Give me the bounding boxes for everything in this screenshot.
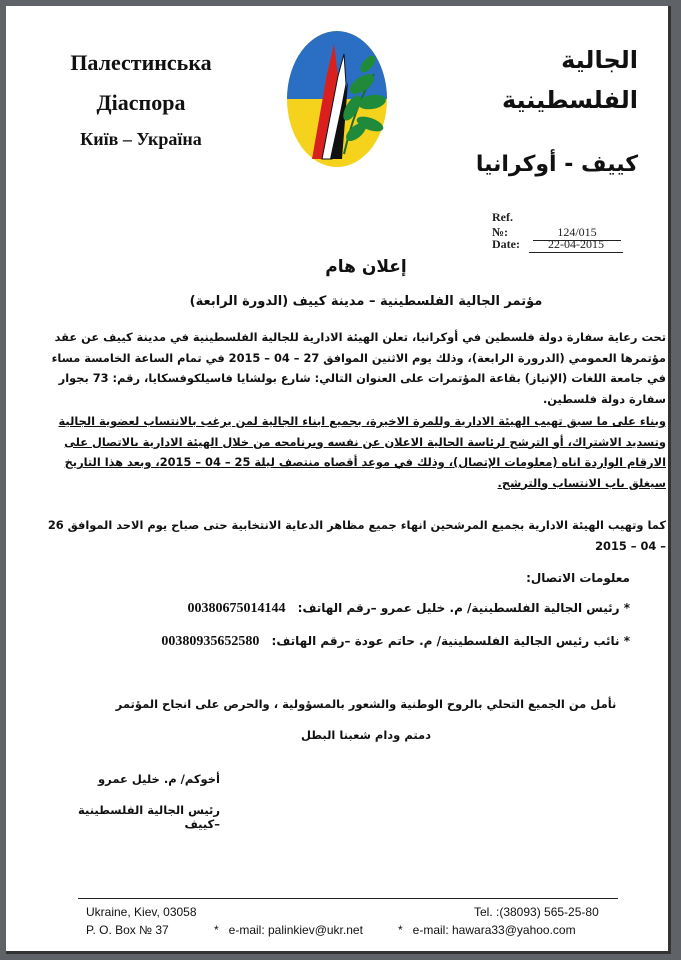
closing-salutation: دمتم ودام شعبنا البطل [300,728,432,742]
date-label: Date: [492,237,520,251]
footer-divider [78,898,618,899]
footer-email-primary [214,923,363,937]
contact-president [187,601,630,617]
paragraph-membership-nomination: وبناء على ما سبق تهيب الهيئة الادارية وللمرة الاخيرة، بجميع ابناء الجالية لمن يرغب بالانتساب لعضوية الجالية وتسديد الاشتراك، أو الترشح لرئاسة الجالية الاعلان عن نفسه وبرنامجه من خلال الهيئة الادارية بالاتصال على الارقام الواردة اناه (معلومات الإتصال)، وذلك في موعد أقصاه منتصف ليلة 25 – 04 – 2015، وبعد هذا التاريخ سيغلق باب الانتساب والترشح. [58,414,666,490]
announcement-subtitle: مؤتمر الجالية الفلسطينية – مدينة كييف (الدورة الرابعة) [189,294,543,309]
closing-appeal: نأمل من الجميع التحلي بالروح الوطنية والشعور بالمسؤولية ، والحرص على انجاح المؤتمر [115,697,617,711]
footer-email-secondary [398,923,576,937]
org-location-ukrainian: Київ – Україна [80,129,202,149]
org-name-arabic: الجالية الفلسطينية [501,46,638,114]
contact-heading: معلومات الاتصال: [526,571,630,585]
diaspora-flag-leaf-logo-icon [282,24,392,174]
contact-vice-president-label: * نائب رئيس الجالية الفلسطينية/ م. حاتم عودة –رقم الهاتف: [271,634,630,648]
ref-label: Ref. №: [492,210,513,239]
footer-pobox: P. O. Box № 37 [86,923,169,937]
paragraph-conference-details: تحت رعاية سفارة دولة فلسطين في أوكرانيا، تعلن الهيئة الادارية للجالية الفلسطينية في مدينة كييف عن عقد مؤتمرها العمومي (الدرورة الرابعة)، وذلك يوم الاثنين الموافق 27 – 04 – 2015 في تمام الساعة الخامسة مساء في جامعة اللغات (الإنياز) بقاعة المؤتمرات على العنوان التالي: شارع بولشايا فاسيلكوفسكايا، رقم: 73 بجوار سفارة دولة فلسطين. [51,330,666,406]
footer-telephone: Tel. :(38093) 565-25-80 [474,905,599,919]
bullet-star: * [214,923,219,937]
paragraph-campaign-end: كما وتهيب الهيئة الادارية بجميع المرشحين انهاء جميع مظاهر الدعاية الانتخابية حتى صباح يوم الاحد الموافق 26 – 04 – 2015 [47,518,666,553]
org-location-arabic: كييف - أوكرانيا [475,152,638,177]
contact-vice-president [161,634,630,650]
header-left [36,46,246,152]
footer-address: Ukraine, Kiev, 03058 [86,905,197,919]
signature-name: أخوكم/ م. خليل عمرو [98,772,220,786]
announcement-title: إعلان هام [325,257,407,277]
date-value: 22-04-2015 [529,237,623,253]
contact-president-label: * رئيس الجالية الفلسطينية/ م. خليل عمرو –رقم الهاتف: [297,601,630,615]
footer-email-primary-text[interactable]: e-mail: palinkiev@ukr.net [228,923,363,937]
footer-email-secondary-text[interactable]: e-mail: hawara33@yahoo.com [412,923,576,937]
org-name-ukrainian-line1: Палестинська [70,50,212,75]
header-right [418,40,638,182]
signature-title: رئيس الجالية الفلسطينية –كييف [78,803,220,831]
contact-vice-president-phone: 00380935652580 [161,634,260,649]
contact-president-phone: 00380675014144 [187,601,286,616]
letter-page [6,6,671,954]
org-name-ukrainian-line2: Діаспора [96,90,186,115]
ref-value: 124/015 [533,225,621,241]
bullet-star: * [398,923,403,937]
document-date [492,237,623,253]
